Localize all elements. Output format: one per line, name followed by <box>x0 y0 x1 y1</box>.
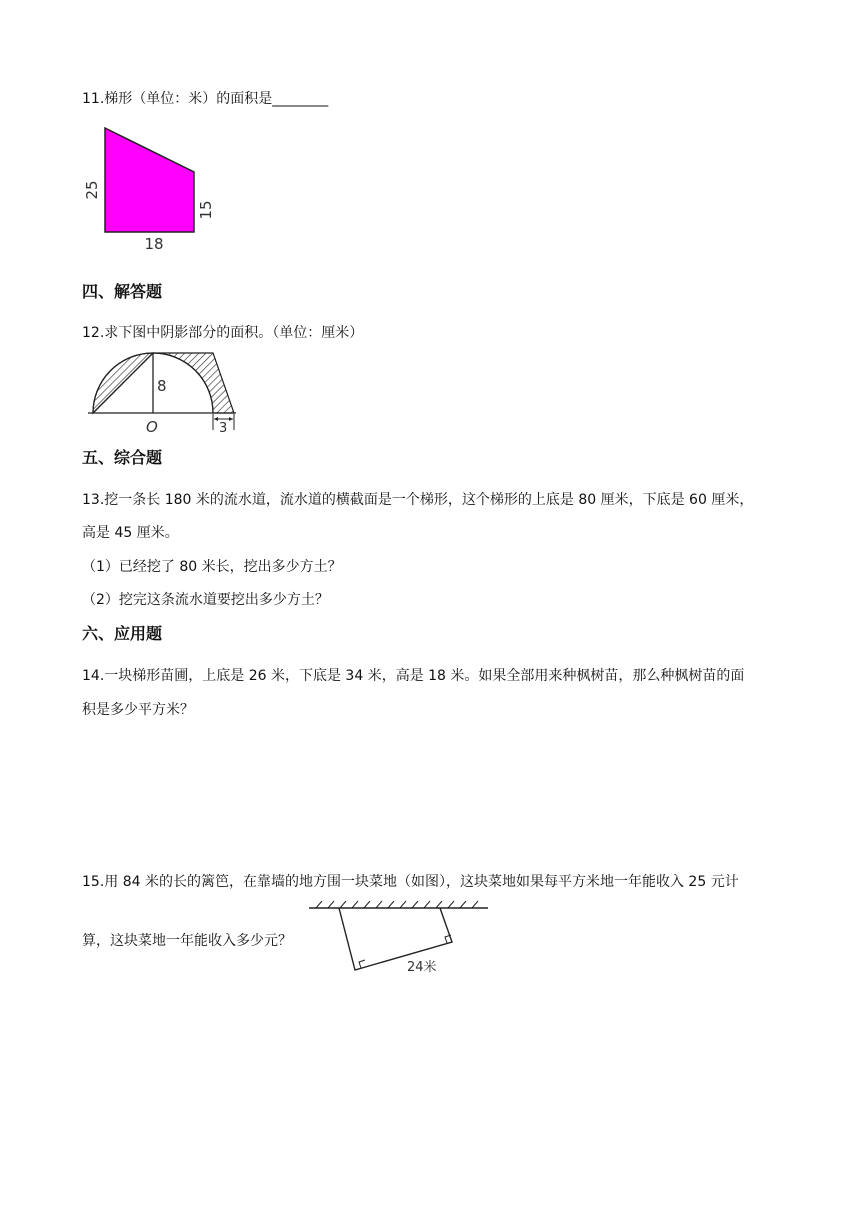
question-13-line-2: 高是 45 厘米。 <box>82 525 179 541</box>
question-14-line-2: 积是多少平方米？ <box>82 702 194 718</box>
width-label: 3 <box>219 421 228 436</box>
question-13-line-1: 13.挖一条长 180 米的流水道，流水道的横截面是一个梯形，这个梯形的上底是 80 厘米，下底是 60 厘米， <box>82 492 754 508</box>
trapezoid-bottom-label: 18 <box>144 235 164 253</box>
question-15-line-1: 15.用 84 米的长的篱笆，在靠墙的地方围一块菜地（如图），这块菜地如果每平方米地一年能收入 25 元计 <box>82 874 739 890</box>
center-label: O <box>146 418 158 436</box>
plot-bottom-label: 24米 <box>407 960 437 975</box>
section-6-heading: 六、应用题 <box>82 624 163 643</box>
question-13-sub-1: （1）已经挖了 80 米长，挖出多少方土？ <box>82 559 342 575</box>
height-label: 8 <box>157 377 167 395</box>
section-5-heading: 五、综合题 <box>82 448 163 467</box>
trapezoid-right-label: 15 <box>197 200 215 220</box>
section-4-heading: 四、解答题 <box>82 282 163 301</box>
question-13-sub-2: （2）挖完这条流水道要挖出多少方土？ <box>82 592 329 608</box>
question-12-text: 12.求下图中阴影部分的面积。（单位：厘米） <box>82 325 364 341</box>
trapezoid-left-label: 25 <box>83 180 101 200</box>
question-14-line-1: 14.一块梯形苗圃，上底是 26 米，下底是 34 米，高是 18 米。如果全部用来种枫树苗，那么种枫树苗的面 <box>82 668 745 684</box>
question-15-line-2: 算，这块菜地一年能收入多少元？ <box>82 933 292 949</box>
question-11-text: 11.梯形（单位：米）的面积是 <box>82 91 273 107</box>
answer-blank: ________ <box>272 91 329 107</box>
